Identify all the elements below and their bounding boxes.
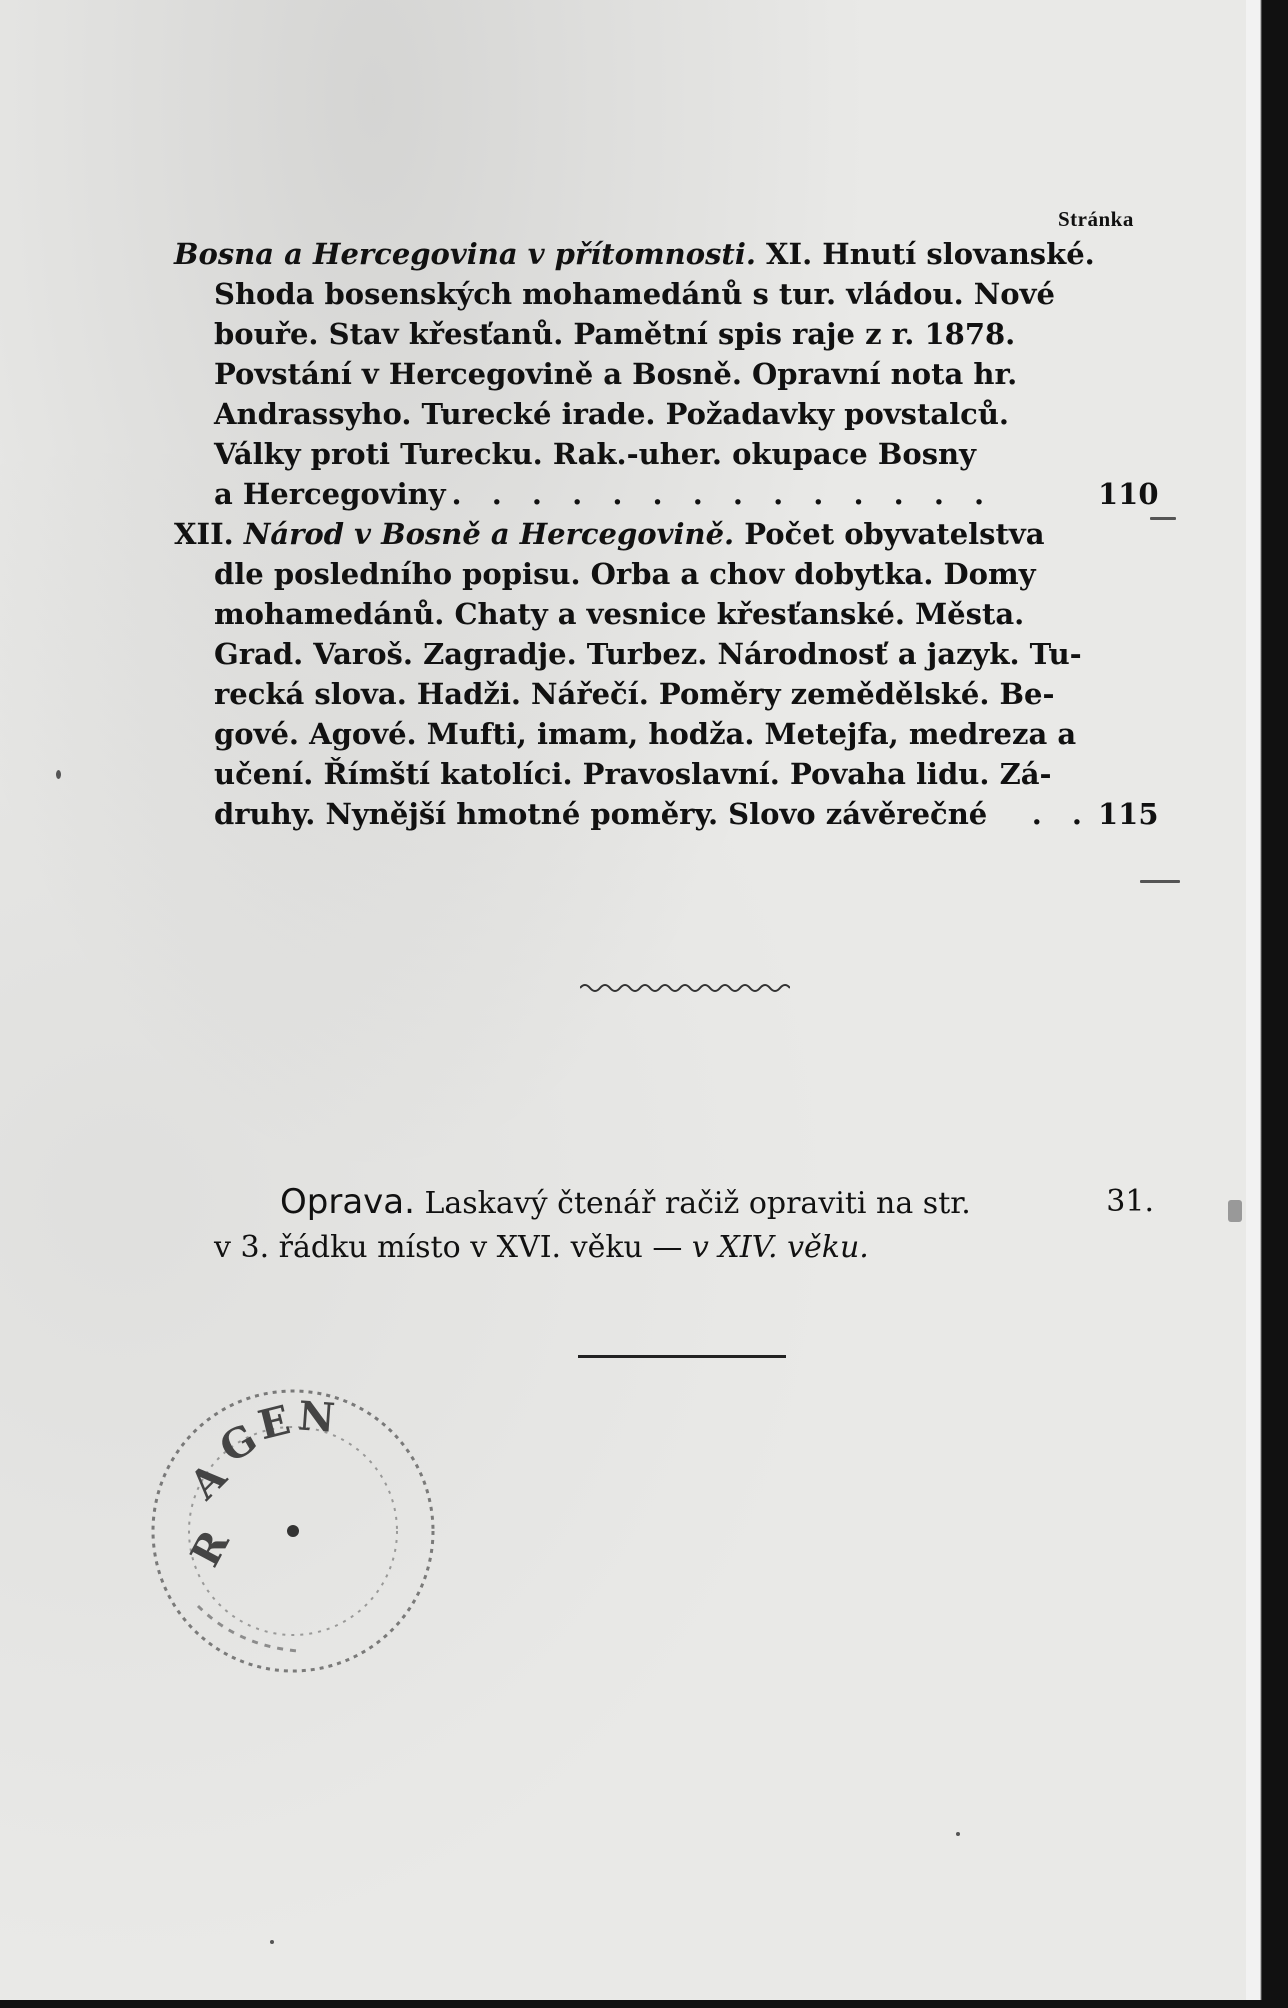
svg-text:A: A — [180, 1453, 236, 1509]
paper-speck — [1140, 880, 1180, 883]
leader-dots: . . . . . . . . . . . . . . — [451, 477, 995, 511]
toc-line — [174, 234, 1095, 274]
errata-line-1 — [214, 1180, 1154, 1226]
toc-line: Povstání v Hercegovině a Bosně. Opravní nota hr. — [214, 357, 1018, 391]
leader-dots: . . — [1031, 797, 1092, 831]
toc-line-with-page — [214, 794, 1159, 834]
paper-speck — [270, 1940, 274, 1944]
chapter-title: Národ v Bosně a Hercegovině. — [243, 517, 735, 551]
svg-text:G: G — [211, 1414, 265, 1473]
section-rule — [578, 1355, 786, 1358]
toc-line: recká slova. Hadži. Nářečí. Poměry zemědělské. Be- — [214, 677, 1055, 711]
errata-correction: v XIV. věku. — [691, 1230, 869, 1265]
svg-text:N: N — [296, 1392, 337, 1442]
paper-speck — [1228, 1200, 1242, 1222]
svg-text:R: R — [181, 1522, 239, 1575]
page-number: 115 — [1098, 797, 1159, 831]
errata-text: v 3. řádku místo v XVI. věku — — [214, 1230, 692, 1265]
toc-line-end: druhy. Nynější hmotné poměry. Slovo závěrečné — [214, 797, 988, 831]
ornament-squiggle — [580, 980, 790, 996]
page-column-label: Stránka — [1058, 207, 1134, 231]
toc-line-text: Počet obyvatelstva — [734, 517, 1045, 551]
toc-line: Války proti Turecku. Rak.-uher. okupace Bosny — [214, 437, 976, 471]
toc-line: mohamedánů. Chaty a vesnice křesťanské. Města. — [214, 597, 1025, 631]
toc-line-end: a Hercegoviny — [214, 477, 446, 511]
toc-entry-xi — [174, 234, 1159, 514]
table-of-contents — [174, 234, 1159, 834]
toc-line-with-page — [214, 474, 1159, 514]
errata-heading: Oprava. — [280, 1182, 415, 1222]
library-stamp-icon — [138, 1376, 448, 1686]
paper-speck — [56, 770, 61, 779]
toc-line — [174, 514, 1080, 554]
chapter-number: XII. — [174, 517, 244, 551]
toc-line: dle posledního popisu. Orba a chov dobytka. Domy — [214, 557, 1036, 591]
toc-line: bouře. Stav křesťanů. Pamětní spis raje z r. 1878. — [214, 317, 1016, 351]
toc-line: gové. Agové. Mufti, imam, hodža. Metejfa, medreza a — [214, 717, 1077, 751]
errata-line-2 — [214, 1226, 1154, 1270]
page-number: 110 — [1098, 477, 1159, 511]
paper-speck — [1150, 517, 1176, 520]
toc-entry-xii — [174, 514, 1159, 834]
toc-line: Andrassyho. Turecké irade. Požadavky povstalců. — [214, 397, 1010, 431]
svg-text:E: E — [253, 1396, 295, 1450]
toc-line: učení. Římští katolíci. Pravoslavní. Povaha lidu. Zá- — [214, 757, 1052, 791]
scan-edge-bottom — [0, 2000, 1288, 2008]
errata-note — [214, 1180, 1154, 1270]
errata-page-ref: 31. — [1106, 1184, 1154, 1219]
toc-line: Shoda bosenských mohamedánů s tur. vládou. Nové — [214, 277, 1055, 311]
toc-line-text: XI. Hnutí slovanské. — [755, 237, 1095, 271]
scan-edge-right — [1246, 0, 1288, 2008]
chapter-title: Bosna a Hercegovina v přítomnosti. — [174, 237, 756, 271]
errata-text: Laskavý čtenář račiž opraviti na str. — [424, 1186, 971, 1221]
paper-speck — [956, 1832, 960, 1836]
toc-line: Grad. Varoš. Zagradje. Turbez. Národnosť a jazyk. Tu- — [214, 637, 1082, 671]
